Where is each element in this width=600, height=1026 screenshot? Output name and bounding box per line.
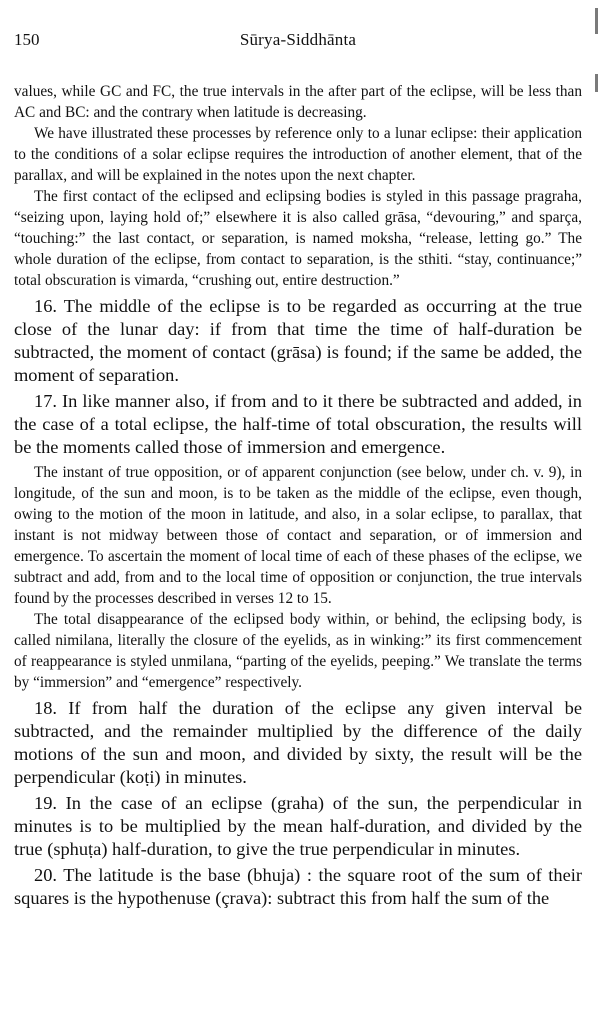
page-header	[14, 30, 582, 54]
paragraph-note: The total disappearance of the eclipsed body within, or behind, the eclipsing body, is called nimilana, literally the closure of the eyelids, as in winking:” its first commencement of reappearance is styled unmilana, “parting of the eyelids, peeping.” We translate the terms by “immersion” and “emergence” respectively.	[14, 611, 582, 691]
verse-20: 20. The latitude is the base (bhuja) : the square root of the sum of their squares is the hypothenuse (çrava): subtract this from half the sum of the	[14, 865, 582, 908]
running-title: Sūrya-Siddhānta	[239, 30, 357, 49]
verse-19: 19. In the case of an eclipse (graha) of the sun, the perpendicular in minutes is to be multiplied by the mean half-duration, and divided by the true (sphuṭa) half-duration, to give the true perpendicular in minutes.	[14, 793, 582, 859]
verse-17: 17. In like manner also, if from and to it there be subtracted and added, in the case of a total eclipse, the half-time of total obscuration, the results will be the moments called those of immersion and emergence.	[14, 391, 582, 457]
paragraph-note: The first contact of the eclipsed and eclipsing bodies is styled in this passage pragraha, “seizing upon, laying hold of;” elsewhere it is also called grāsa, “devouring,” and sparça, “touching:” the last contact, or separation, is named moksha, “release, letting go.” The whole duration of the eclipse, from contact to separation, is the sthiti. “stay, continuance;” total obscuration is vimarda, “crushing out, entire destruction.”	[14, 188, 582, 289]
page-body	[14, 81, 582, 913]
paragraph-note: We have illustrated these processes by reference only to a lunar eclipse: their application to the conditions of a solar eclipse requires the introduction of another element, that of the parallax, and will be explained in the notes upon the next chapter.	[14, 125, 582, 184]
page-edge-mark	[595, 74, 598, 92]
paragraph-note: values, while GC and FC, the true intervals in the after part of the eclipse, will be less than AC and BC: and the contrary when latitude is decreasing.	[14, 83, 582, 121]
verse-16: 16. The middle of the eclipse is to be regarded as occurring at the true close of the lunar day: if from that time the time of half-duration be subtracted, the moment of contact (grāsa) is found; if the same be added, the moment of separation.	[14, 296, 582, 385]
page-edge-mark	[595, 8, 598, 34]
paragraph-note: The instant of true opposition, or of apparent conjunction (see below, under ch. v. 9), in longitude, of the sun and moon, is to be taken as the middle of the eclipse, even though, owing to the motion of the moon in latitude, and also, in a solar eclipse, to parallax, that instant is not midway between those of contact and separation, or of immersion and emergence. To ascertain the moment of local time of each of these phases of the eclipse, we subtract and add, from and to the local time of opposition or conjunction, the true intervals found by the processes described in verses 12 to 15.	[14, 464, 582, 607]
page-number: 150	[14, 30, 40, 49]
verse-18: 18. If from half the duration of the eclipse any given interval be subtracted, and the remainder multiplied by the difference of the daily motions of the sun and moon, and divided by sixty, the result will be the perpendicular (koṭi) in minutes.	[14, 698, 582, 787]
